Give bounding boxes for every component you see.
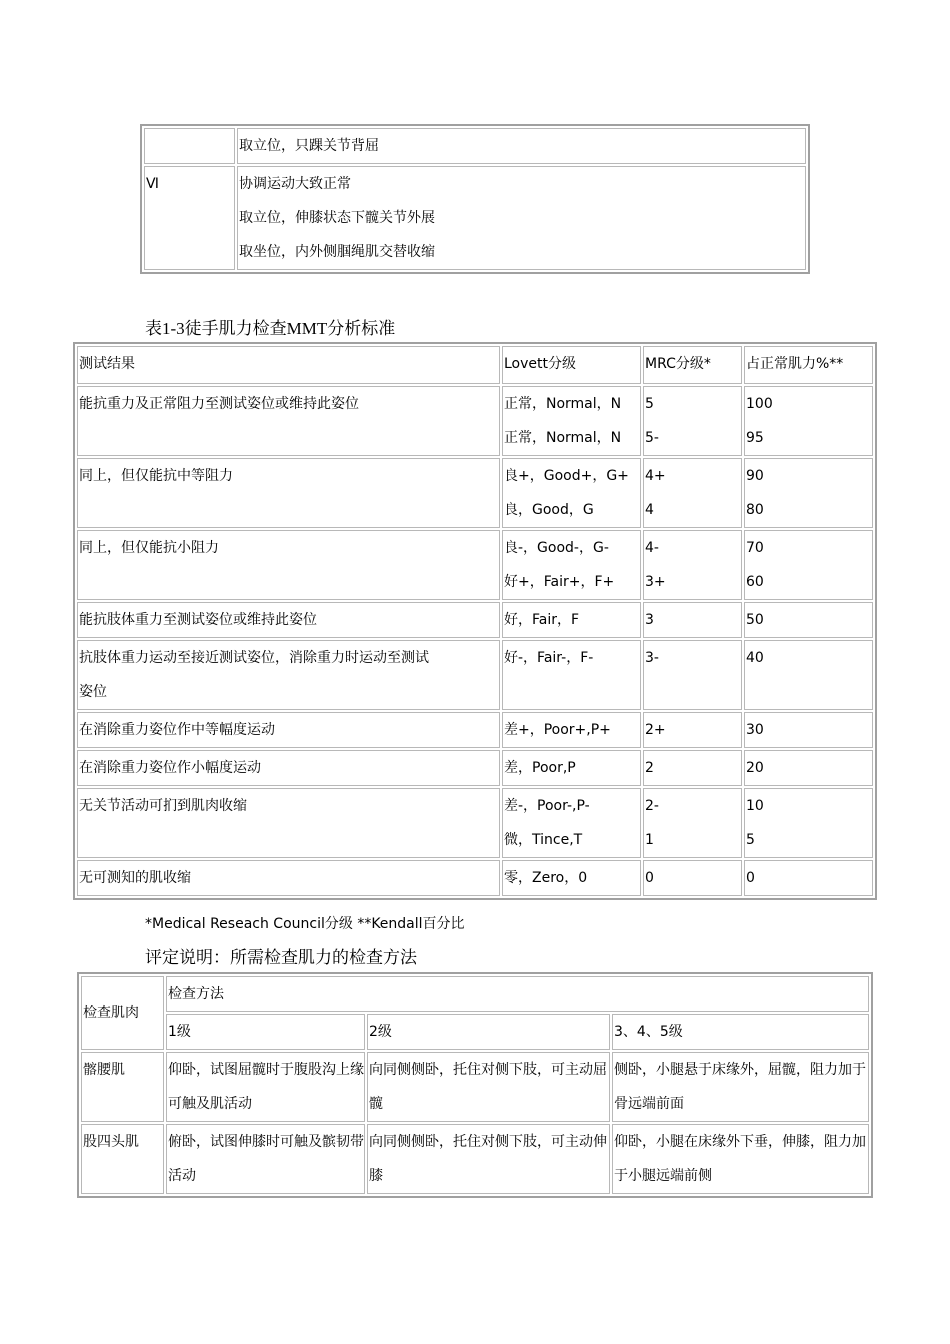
percent-cell: 40 (744, 640, 873, 710)
level-header: 1级 (166, 1014, 365, 1050)
percent-cell: 30 (744, 712, 873, 748)
percent-cell: 100 95 (744, 386, 873, 456)
mrc-cell: 4- 3+ (643, 530, 742, 600)
table-caption: 表1-3徒手肌力检查MMT分析标准 (145, 319, 396, 338)
level2-cell: 向同侧侧卧，托住对侧下肢，可主动屈髋 (367, 1052, 610, 1122)
table-header-row (81, 1014, 869, 1050)
criteria-cell: 协调运动大致正常 取立位，伸膝状态下髋关节外展 取坐位，内外侧腘绳肌交替收缩 (237, 166, 806, 270)
mrc-cell: 3- (643, 640, 742, 710)
mrc-cell: 0 (643, 860, 742, 896)
mrc-cell: 2- 1 (643, 788, 742, 858)
level2-cell: 向同侧侧卧，托住对侧下肢，可主动伸膝 (367, 1124, 610, 1194)
level-header: 2级 (367, 1014, 610, 1050)
mrc-cell: 5 5- (643, 386, 742, 456)
table-footnote: *Medical Reseach Council分级 **Kendall百分比 (145, 916, 465, 932)
mrc-cell: 3 (643, 602, 742, 638)
mrc-cell: 2 (643, 750, 742, 786)
table-row (77, 750, 873, 786)
lovett-cell: 好，Fair，F (502, 602, 641, 638)
method-header: 检查方法 (166, 976, 869, 1012)
level345-cell: 侧卧，小腿悬于床缘外，屈髋，阻力加于骨远端前面 (612, 1052, 869, 1122)
table-row (144, 166, 806, 270)
lovett-cell: 差+，Poor+,P+ (502, 712, 641, 748)
lovett-cell: 零，Zero，0 (502, 860, 641, 896)
percent-cell: 10 5 (744, 788, 873, 858)
muscle-cell: 股四头肌 (81, 1124, 164, 1194)
table-row (77, 788, 873, 858)
table-row (77, 386, 873, 456)
lovett-cell: 正常，Normal，N 正常，Normal，N (502, 386, 641, 456)
method-table (77, 972, 873, 1198)
column-header: 测试结果 (77, 346, 500, 384)
lovett-cell: 差，Poor,P (502, 750, 641, 786)
result-cell: 无关节活动可扪到肌肉收缩 (77, 788, 500, 858)
result-cell: 能抗肢体重力至测试姿位或维持此姿位 (77, 602, 500, 638)
grade-cell (144, 128, 235, 164)
percent-cell: 0 (744, 860, 873, 896)
level1-cell: 仰卧，试图屈髋时于腹股沟上缘可触及肌活动 (166, 1052, 365, 1122)
result-cell: 在消除重力姿位作中等幅度运动 (77, 712, 500, 748)
mmt-table (73, 342, 877, 900)
table-header-row (77, 346, 873, 384)
result-cell: 能抗重力及正常阻力至测试姿位或维持此姿位 (77, 386, 500, 456)
table-row (81, 1124, 869, 1194)
result-cell: 同上，但仅能抗中等阻力 (77, 458, 500, 528)
result-cell: 在消除重力姿位作小幅度运动 (77, 750, 500, 786)
criteria-cell: 取立位，只踝关节背屈 (237, 128, 806, 164)
table-row (77, 458, 873, 528)
table-header-row (81, 976, 869, 1012)
result-cell: 同上，但仅能抗小阻力 (77, 530, 500, 600)
column-header: 占正常肌力%** (744, 346, 873, 384)
lovett-cell: 差-，Poor-,P- 微，Tince,T (502, 788, 641, 858)
lovett-cell: 好-，Fair-，F- (502, 640, 641, 710)
muscle-cell: 髂腰肌 (81, 1052, 164, 1122)
percent-cell: 90 80 (744, 458, 873, 528)
column-header: MRC分级* (643, 346, 742, 384)
table-row (77, 530, 873, 600)
level-header: 3、4、5级 (612, 1014, 869, 1050)
result-cell: 无可测知的肌收缩 (77, 860, 500, 896)
section-heading: 评定说明：所需检查肌力的检查方法 (145, 948, 417, 967)
level1-cell: 俯卧，试图伸膝时可触及髌韧带活动 (166, 1124, 365, 1194)
table-row (77, 640, 873, 710)
mrc-cell: 4+ 4 (643, 458, 742, 528)
muscle-header: 检查肌肉 (81, 976, 164, 1050)
table-row (77, 860, 873, 896)
table-row (144, 128, 806, 164)
percent-cell: 50 (744, 602, 873, 638)
column-header: Lovett分级 (502, 346, 641, 384)
table-row (81, 1052, 869, 1122)
level345-cell: 仰卧，小腿在床缘外下垂，伸膝，阻力加于小腿远端前侧 (612, 1124, 869, 1194)
percent-cell: 70 60 (744, 530, 873, 600)
lovett-cell: 良-，Good-，G- 好+，Fair+，F+ (502, 530, 641, 600)
table-row (77, 712, 873, 748)
grade-criteria-table (140, 124, 810, 274)
mrc-cell: 2+ (643, 712, 742, 748)
table-row (77, 602, 873, 638)
percent-cell: 20 (744, 750, 873, 786)
grade-cell: Ⅵ (144, 166, 235, 270)
result-cell: 抗肢体重力运动至接近测试姿位，消除重力时运动至测试 姿位 (77, 640, 500, 710)
lovett-cell: 良+，Good+，G+ 良，Good，G (502, 458, 641, 528)
